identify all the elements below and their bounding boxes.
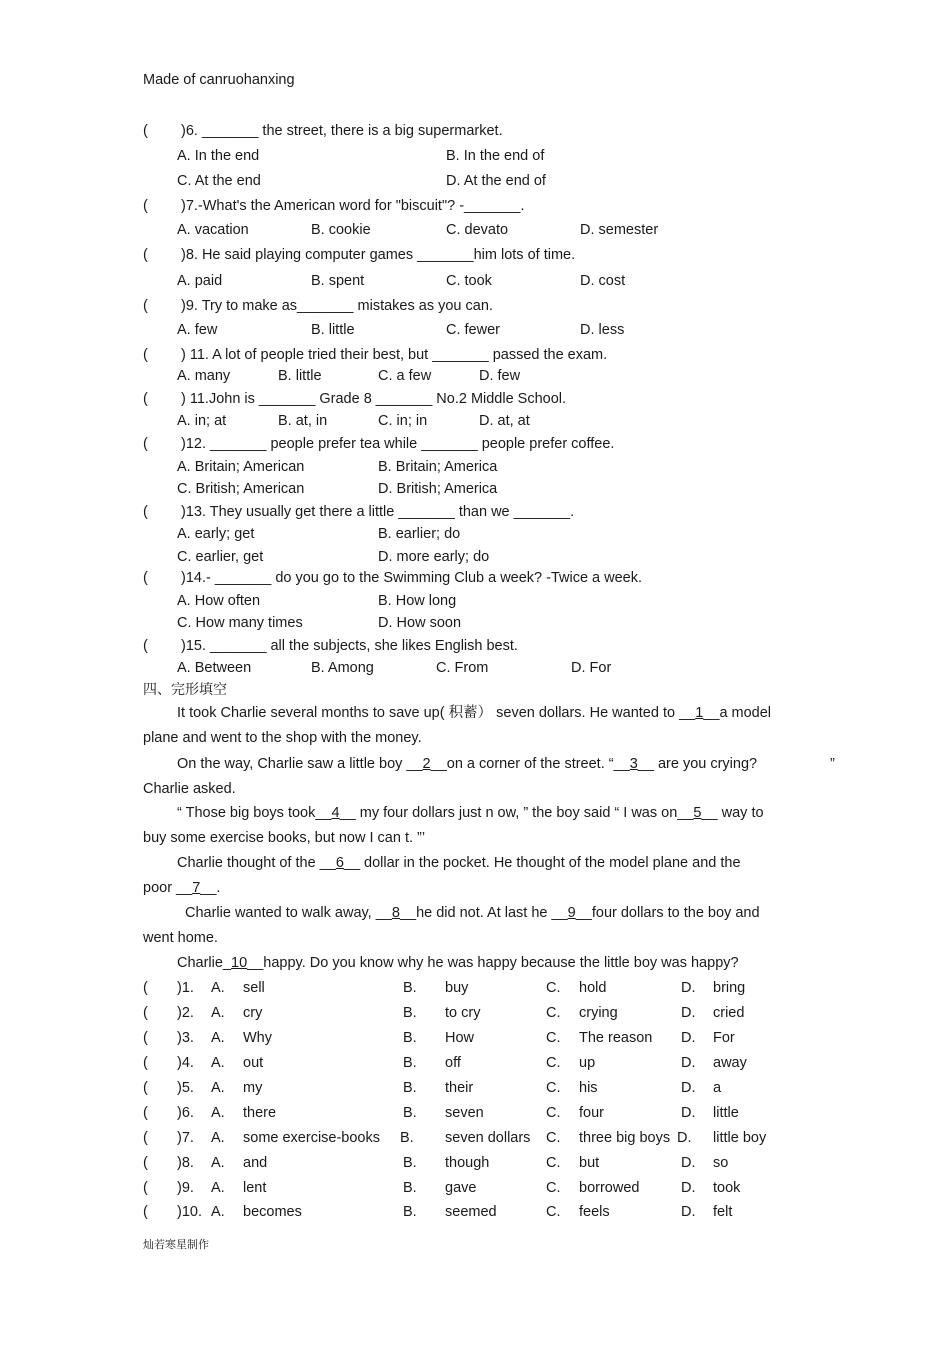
option-letter-c: C. [546, 1105, 561, 1121]
question-text: )6. _______ the street, there is a big supermarket. [181, 123, 503, 139]
option-d: took [713, 1180, 741, 1196]
option-letter-d: D. [681, 1105, 696, 1121]
cloze-number: )5. [177, 1080, 194, 1096]
question-4 [143, 298, 493, 314]
section-title: 四、完形填空 [143, 682, 227, 698]
answer-option: B. at, in [278, 413, 328, 429]
answer-option: C. British; American [177, 481, 305, 497]
passage-paragraph-5: Charlie wanted to walk away, __8__he did not. At last he __9__four dollars to the boy and went home. [143, 905, 760, 946]
question-text: )12. _______ people prefer tea while _______ people prefer coffee. [181, 436, 615, 452]
option-c: four [579, 1105, 604, 1121]
question-text: )15. _______ all the subjects, she likes English best. [181, 638, 518, 654]
answer-option: C. fewer [446, 322, 500, 338]
answer-option: A. In the end [177, 148, 260, 164]
cloze-number: )7. [177, 1130, 194, 1146]
option-c: his [579, 1080, 598, 1096]
answer-option: D. British; America [378, 481, 498, 497]
cloze-number: )3. [177, 1030, 194, 1046]
answer-option: A. paid [177, 273, 223, 289]
option-a: and [243, 1155, 268, 1171]
question-8 [143, 504, 574, 520]
answer-option: A. Between [177, 660, 252, 676]
option-letter-b: B. [403, 1204, 417, 1220]
cloze-number: )2. [177, 1005, 194, 1021]
answer-option: B. How long [378, 593, 457, 609]
option-b: off [445, 1055, 461, 1071]
answer-bracket[interactable]: ( [143, 570, 148, 586]
option-letter-b: B. [403, 980, 417, 996]
answer-option: D. less [580, 322, 625, 338]
option-c: up [579, 1055, 596, 1071]
answer-option: C. a few [378, 368, 432, 384]
answer-bracket[interactable]: ( [143, 1055, 148, 1071]
option-letter-d: D. [677, 1130, 692, 1146]
option-letter-a: A. [211, 1130, 225, 1146]
option-letter-c: C. [546, 1180, 561, 1196]
answer-option: B. Britain; America [378, 459, 498, 475]
question-2 [143, 198, 525, 214]
option-a: sell [243, 980, 265, 996]
answer-bracket[interactable]: ( [143, 1130, 148, 1146]
option-letter-a: A. [211, 1030, 225, 1046]
option-letter-a: A. [211, 1105, 225, 1121]
question-text: )14.- _______ do you go to the Swimming Club a week? -Twice a week. [181, 570, 643, 586]
answer-option: C. From [436, 660, 489, 676]
cloze-number: )10. [177, 1204, 202, 1220]
option-d: away [713, 1055, 747, 1071]
option-letter-c: C. [546, 1155, 561, 1171]
option-d: little [713, 1105, 739, 1121]
option-a: out [243, 1055, 264, 1071]
option-letter-d: D. [681, 1204, 696, 1220]
option-d: a [713, 1080, 722, 1096]
closing-quote: ” [830, 756, 835, 772]
answer-option: C. devato [446, 222, 509, 238]
answer-option: B. little [278, 368, 322, 384]
option-b: seemed [445, 1204, 497, 1220]
answer-bracket[interactable]: ( [143, 1204, 148, 1220]
option-a: there [243, 1105, 277, 1121]
option-b: gave [445, 1180, 477, 1196]
cloze-number: )9. [177, 1180, 194, 1196]
option-b: seven dollars [445, 1130, 531, 1146]
option-letter-c: C. [546, 1055, 561, 1071]
cloze-number: )6. [177, 1105, 194, 1121]
option-letter-d: D. [681, 1180, 696, 1196]
answer-option: A. many [177, 368, 231, 384]
option-letter-b: B. [403, 1155, 417, 1171]
answer-option: B. spent [311, 273, 365, 289]
option-letter-b: B. [400, 1130, 414, 1146]
cloze-number: )1. [177, 980, 194, 996]
answer-option: C. At the end [177, 173, 261, 189]
option-b: seven [445, 1105, 484, 1121]
option-c: feels [579, 1204, 610, 1220]
answer-option: A. in; at [177, 413, 227, 429]
answer-bracket[interactable]: ( [143, 638, 148, 654]
option-d: bring [713, 980, 746, 996]
option-b: buy [445, 980, 469, 996]
question-text: )13. They usually get there a little _______ than we _______. [181, 504, 575, 520]
answer-option: D. cost [580, 273, 626, 289]
question-3 [143, 247, 575, 263]
option-letter-a: A. [211, 1155, 225, 1171]
answer-option: A. How often [177, 593, 261, 609]
option-c: borrowed [579, 1180, 640, 1196]
question-5 [143, 347, 607, 363]
option-letter-a: A. [211, 1180, 225, 1196]
cloze-number: )4. [177, 1055, 194, 1071]
option-letter-b: B. [403, 1180, 417, 1196]
option-d: so [713, 1155, 729, 1171]
option-c: crying [579, 1005, 618, 1021]
option-d: felt [713, 1204, 733, 1220]
question-text: )9. Try to make as_______ mistakes as you can. [181, 298, 493, 314]
option-c: The reason [579, 1030, 653, 1046]
page-footer: 灿若寒星制作 [143, 1238, 209, 1251]
answer-bracket[interactable]: ( [143, 247, 148, 263]
option-letter-b: B. [403, 1030, 417, 1046]
option-letter-c: C. [546, 1080, 561, 1096]
answer-bracket[interactable]: ( [143, 1030, 148, 1046]
answer-bracket[interactable]: ( [143, 980, 148, 996]
answer-option: D. few [479, 368, 521, 384]
answer-option: B. Among [311, 660, 374, 676]
option-a: my [243, 1080, 263, 1096]
answer-option: C. took [446, 273, 492, 289]
answer-bracket[interactable]: ( [143, 198, 148, 214]
option-b: though [445, 1155, 490, 1171]
question-7 [143, 436, 614, 452]
question-10 [143, 638, 518, 654]
option-letter-c: C. [546, 1005, 561, 1021]
option-c: but [579, 1155, 600, 1171]
answer-option: B. In the end of [446, 148, 545, 164]
option-a: some exercise-books [243, 1130, 380, 1146]
answer-option: A. early; get [177, 526, 255, 542]
answer-option: D. at, at [479, 413, 530, 429]
option-letter-d: D. [681, 1055, 696, 1071]
option-letter-a: A. [211, 1005, 225, 1021]
passage-paragraph-3: “ Those big boys took__4__ my four dollars just n ow, ” the boy said “ I was on__5__ way to buy some exercise books, but now I can t. ”’ [143, 805, 764, 846]
answer-option: B. earlier; do [378, 526, 461, 542]
answer-bracket[interactable]: ( [143, 1005, 148, 1021]
answer-option: D. At the end of [446, 173, 546, 189]
option-letter-a: A. [211, 1204, 225, 1220]
answer-option: D. How soon [378, 615, 462, 631]
answer-option: A. vacation [177, 222, 249, 238]
option-a: Why [243, 1030, 272, 1046]
answer-bracket[interactable]: ( [143, 504, 148, 520]
option-letter-d: D. [681, 1030, 696, 1046]
option-letter-a: A. [211, 1080, 225, 1096]
answer-bracket[interactable]: ( [143, 298, 148, 314]
page-header: Made of canruohanxing [143, 72, 295, 88]
option-letter-a: A. [211, 980, 225, 996]
question-1 [143, 123, 503, 139]
option-c: hold [579, 980, 607, 996]
passage-paragraph-6: Charlie_10__happy. Do you know why he was happy because the little boy was happy? [177, 955, 739, 971]
answer-bracket[interactable]: ( [143, 1105, 148, 1121]
answer-option: B. cookie [311, 222, 371, 238]
answer-option: C. earlier, get [177, 549, 264, 565]
question-9 [143, 570, 642, 586]
question-text: ) 11.John is _______ Grade 8 _______ No.2 Middle School. [181, 391, 567, 407]
option-d: little boy [713, 1130, 767, 1146]
option-letter-c: C. [546, 1130, 561, 1146]
answer-bracket[interactable]: ( [143, 123, 148, 139]
question-text: )7.-What's the American word for "biscuit"? -_______. [181, 198, 525, 214]
option-letter-c: C. [546, 980, 561, 996]
option-c: three big boys [579, 1130, 671, 1146]
option-letter-b: B. [403, 1105, 417, 1121]
answer-bracket[interactable]: ( [143, 391, 148, 407]
option-letter-d: D. [681, 980, 696, 996]
answer-option: A. few [177, 322, 218, 338]
option-a: cry [243, 1005, 263, 1021]
option-d: For [713, 1030, 735, 1046]
option-letter-b: B. [403, 1080, 417, 1096]
option-letter-c: C. [546, 1204, 561, 1220]
answer-option: D. more early; do [378, 549, 490, 565]
option-letter-d: D. [681, 1005, 696, 1021]
option-b: How [445, 1030, 475, 1046]
question-6 [143, 391, 566, 407]
answer-option: C. How many times [177, 615, 303, 631]
question-text: )8. He said playing computer games _______him lots of time. [181, 247, 576, 263]
option-letter-a: A. [211, 1055, 225, 1071]
answer-bracket[interactable]: ( [143, 436, 148, 452]
option-a: becomes [243, 1204, 302, 1220]
passage-paragraph-1: It took Charlie several months to save up( 积蓄） seven dollars. He wanted to __1__a model plane and went to the shop with the money. [143, 705, 772, 746]
answer-bracket[interactable]: ( [143, 1080, 148, 1096]
option-a: lent [243, 1180, 267, 1196]
answer-bracket[interactable]: ( [143, 1180, 148, 1196]
answer-option: D. For [571, 660, 612, 676]
option-letter-c: C. [546, 1030, 561, 1046]
cloze-number: )8. [177, 1155, 194, 1171]
option-letter-d: D. [681, 1080, 696, 1096]
answer-option: C. in; in [378, 413, 428, 429]
answer-bracket[interactable]: ( [143, 1155, 148, 1171]
answer-option: D. semester [580, 222, 659, 238]
answer-bracket[interactable]: ( [143, 347, 148, 363]
option-b: to cry [445, 1005, 481, 1021]
option-letter-b: B. [403, 1005, 417, 1021]
passage-paragraph-2: On the way, Charlie saw a little boy __2__on a corner of the street. “__3__ are you crying? Charlie asked. [143, 756, 758, 797]
option-letter-b: B. [403, 1055, 417, 1071]
answer-option: A. Britain; American [177, 459, 305, 475]
option-d: cried [713, 1005, 745, 1021]
option-b: their [445, 1080, 474, 1096]
passage-paragraph-4: Charlie thought of the __6__ dollar in the pocket. He thought of the model plane and the poor __7__. [143, 855, 741, 896]
answer-option: B. little [311, 322, 355, 338]
question-text: ) 11. A lot of people tried their best, but _______ passed the exam. [181, 347, 608, 363]
option-letter-d: D. [681, 1155, 696, 1171]
